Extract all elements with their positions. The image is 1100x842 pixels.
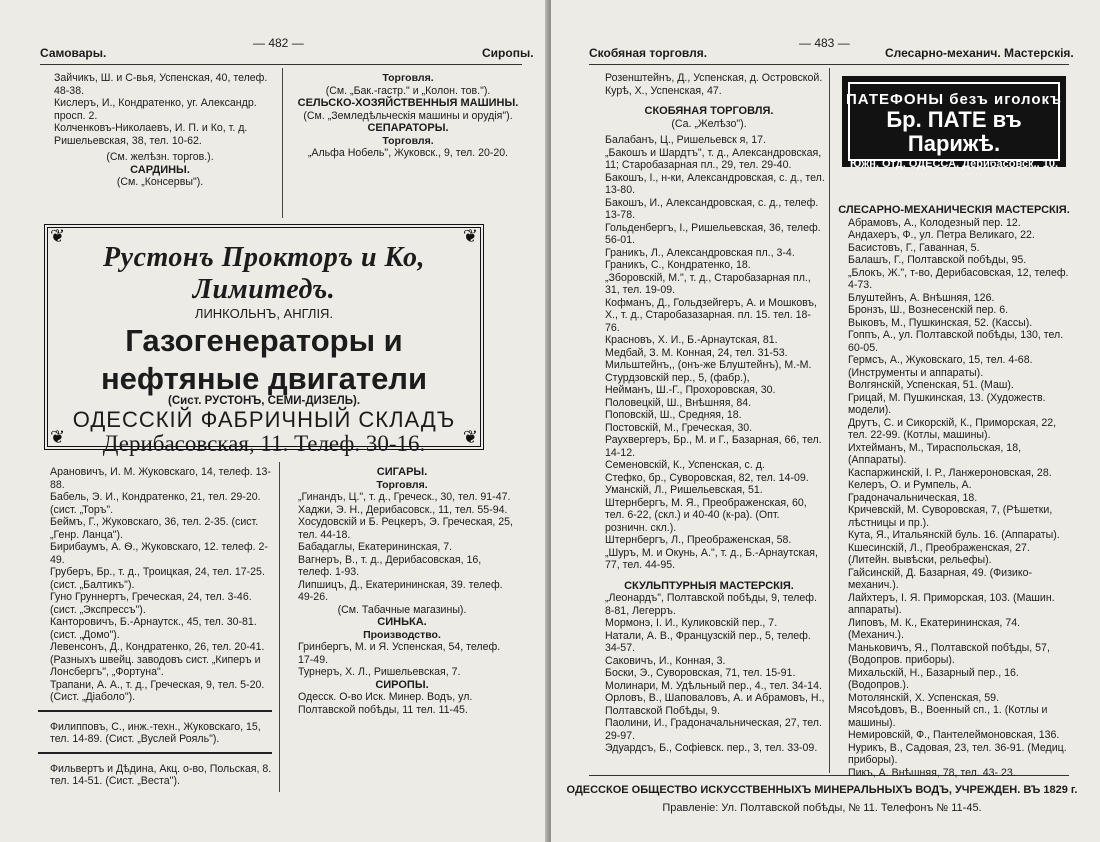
ad-product: Газогенераторы и [125,323,403,358]
listing-entry: Граникъ, Л., Александровская пл., 3-4. [605,246,795,259]
listing-entry: Каспаржинскій, І. Р., Ланжероновская, 28. [848,466,1052,479]
listing-entry: Орловъ, В., Шаповаловъ, А. и Абрамовъ, Н., Полтавской Побѣды, 9. [605,692,825,717]
listing-entry: Басистовъ, Г., Гаванная, 5. [848,241,980,254]
listing-entry: Стефко, бр., Суворовская, 82, тел. 14-09. [605,471,809,484]
listing-entry: Блуштейнъ, А. Внѣшняя, 126. [848,291,995,304]
cross-reference: (См. „Консервы"). [116,176,204,188]
listing-entry: Паолини, И., Градоначальническая, 27, тел. 29-97. [605,717,822,742]
column-1-top [42,72,278,189]
listing-entry: Нурикъ, В., Садовая, 23, тел. 36-91. (Медиц. приборы). [848,741,1067,766]
listing-entry: Нейманъ, Ш.-Г., Прохоровская, 30. [605,384,776,396]
pathe-advertisement [842,76,1066,170]
column-divider [279,462,280,792]
section-heading: СЕЛЬСКО-ХОЗЯЙСТВЕННЫЯ МАШИНЫ. [297,97,519,109]
listing-entry: Абрамовъ, А., Колодезный пер. 12. [848,216,1021,229]
listing-entry: Грицай, М. Пушкинская, 13. (Художеств. модели). [848,391,1046,416]
listing-entry: Бабадаглы, Екатерининская, 7. [298,541,453,553]
listing-entry: Вагнеръ, В., т. д., Дерибасовская, 16, телеф. 1-93. [298,553,482,578]
listing-entry: Хаджи, Э. Н., Дерибасовск., 11, тел. 55-94. [298,503,508,516]
listing-entry: Кислеръ, И., Кондратенко, уг. Александр. просп. 2. [54,97,257,122]
header-rule [589,64,1069,65]
listing-entry: Уманскій, Л., Ришельевская, 51. [605,484,763,496]
listing-entry: Красновъ, Х. И., Б.-Арнаутская, 81. [605,334,778,346]
listing-entry: Бакошъ, І., н-ки, Александровская, с. д., тел. 13-80. [605,171,825,196]
listing-entry: Боски, Э., Суворовская, 71, тел. 15-91. [605,667,796,679]
ornament-icon: ❦ [462,226,478,246]
ad-product: ПАТЕФОНЫ безъ иголокъ [846,91,1062,108]
listing-entry: Филипповъ, С., инж.-техн., Жуковскаго, 15, тел. 14-89. (Сист. „Вуслей Рояль"). [50,720,261,745]
section-heading: СЛЕСАРНО-МЕХАНИЧЕСКІЯ МАСТЕРСКІЯ. [838,204,1070,216]
right-column-1 [593,72,825,755]
listing-entry: Штернбергъ, М. Я., Преображенская, 60, тел. 6-22, (скл.) и 40-40 (к-ра). (Опт. розничн. скл.). [605,496,807,534]
listing-entry: Кричевскій, М. Суворовская, 7, (Рѣшетки, лѣстницы и пр.). [848,504,1053,529]
listing-entry: „Леонардъ", Полтавской побѣды, 9, телеф. 8-81, Легерръ. [605,592,817,617]
listing-entry: Зайчикъ, Ш. и С-вья, Успенская, 40, телеф. 48-38. [54,72,268,97]
listing-entry: Беймъ, Г., Жуковскаго, 36, тел. 2-35. (сист. „Генр. Ланца"). [50,516,259,541]
listing-entry: Лайхтеръ, І. Я. Приморская, 103. (Машин. аппараты). [848,591,1055,616]
ad-product: нефтяные двигатели [100,361,428,396]
listing-entry: Раухвергеръ, Бр., М. и Г., Базарная, 66, тел. 14-12. [605,434,822,459]
section-heading: СИГАРЫ. [376,466,428,478]
listing-entry: Гуно Груннертъ, Греческая, 24, тел. 3-46. (сист. „Экспрессъ"). [50,591,252,616]
running-header-left: Скобяная торговля. [589,46,708,60]
subsection-heading: Производство. [363,628,441,641]
listing-entry: Кофманъ, Д., Гольдзейгеръ, А. и Мошковъ, Х., т. д., Старобазазарная. пл. 15. тел. 18-76. [605,296,817,334]
column-2-top [290,72,526,160]
listing-entry: Балашъ, Г., Полтавской побѣды, 95. [848,254,1027,266]
right-column-2 [836,204,1072,779]
listing-entry: Медбай, З. М. Конная, 24, тел. 31-53. [605,346,788,359]
section-heading: СКОБЯНАЯ ТОРГОВЛЯ. [644,105,774,117]
listing-entry: „Бакошъ и Шардтъ", т. д., Александровская, 11; Старобазарная пл., 29, тел. 29-40. [605,146,822,171]
listing-entry: „Шуръ, М. и Окунь, А.", т. д., Б.-Арнаутская, 77, тел. 44-95. [605,546,818,571]
ad-company-name: Рустонъ Прокторъ и Ко, Лимитедъ. [103,242,425,305]
listing-entry: Андахеръ, Ф., ул. Петра Великаго, 22. [848,229,1035,241]
listing-entry: Одесск. О-во Иск. Минер. Водъ, ул. Полтавской побѣды, 11 тел. 11-45. [298,691,473,716]
listing-entry: Арановичъ, И. М. Жуковскаго, 14, телеф. 13-88. [50,466,271,491]
divider-rule [38,752,272,757]
listing-entry: Колченковъ-Николаевъ, И. П. и Ко, т. д. Ришельевская, 38, тел. 10-62. [54,122,248,147]
listing-entry: Бирибаумъ, А. Ѳ., Жуковскаго, 12. телеф. 2-49. [50,541,268,566]
column-1-bottom [38,466,272,788]
listing-entry: Михальскій, Н., Базарный пер., 16. (Водопров.). [848,666,1019,691]
running-header-left: Самовары. [40,46,107,60]
listing-entry: Штернбергъ, Л., Преображенская, 58. [605,534,792,546]
listing-entry: Липшицъ, Д., Екатерининская, 39. телеф. 49-26. [298,578,503,603]
divider-rule [38,710,272,715]
cross-reference: (См. желѣзн. торгов.). [106,151,214,163]
listing-entry: Гринбергъ, М. и Я. Успенская, 54, телеф. 17-49. [298,641,501,666]
ad-address: Южн. Отд. ОДЕССА, Дерибасовск., 10. [849,158,1059,170]
page-number: — 483 — [799,36,850,50]
listing-entry: Левенсонъ, Д., Кондратенко, 26, тел. 20-41. (Разныхъ швейц. заводовъ сист. „Киперъ и Лонсбергъ", „Фортуна". [50,641,265,678]
ad-system: (Сист. РУСТОНЪ, СЕМИ-ДИЗЕЛЬ). [167,395,361,407]
listing-entry: Бабель, Э. И., Кондратенко, 21, тел. 29-20. (сист. „Торъ". [50,491,261,516]
listing-entry: Гермсъ, А., Жуковскаго, 15, тел. 4-68. (Инструменты и аппараты). [848,354,1033,379]
ruston-advertisement [44,224,484,456]
listing-entry: Курѣ, Х., Успенская, 47. [605,84,722,97]
cross-reference: (Са. „Желѣзо"). [671,117,747,130]
listing-entry: Граникъ, С., Кондратенко, 18. [605,259,751,271]
ornament-icon: ❦ [50,427,66,447]
listing-entry: Волгянскій, Успенская, 51. (Маш). [848,379,1014,391]
listing-entry: „Альфа Нобель", Жуковск., 9, тел. 20-20. [307,147,509,159]
page-482 [0,0,549,842]
listing-entry: Мясоѣдовъ, В., Военный сп., 1. (Котлы и машины). [848,704,1048,729]
listing-entry: Келеръ, О. и Румпель, А. Градоначальническая, 18. [848,479,978,504]
ornament-icon: ❦ [462,427,478,447]
listing-entry: Балабанъ, Ц., Ришельевск я, 17. [605,134,767,146]
listing-entry: „Блокъ, Ж.", т-во, Дерибасовская, 12, телеф. 4-73. [848,266,1069,291]
listing-entry: Фильвертъ и Дѣдина, Акц. о-во, Польская, 8. тел. 14-51. (Сист. „Веста"). [50,762,272,787]
section-heading: СЕПАРАТОРЫ. [367,122,449,134]
ad-company-name: Бр. ПАТЕ въ Парижѣ. [886,107,1022,156]
running-header-right: Сиропы. [482,46,534,60]
listing-entry: „Гинандъ, Ц.", т. д., Греческ., 30, тел. 91-47. [298,491,511,503]
listing-entry: Розенштейнъ, Д., Успенская, д. Островской. [605,72,823,84]
listing-entry: Молинари, М. Удѣльный пер., 4., тел. 34-14. [605,679,822,692]
listing-entry: Выковъ, М., Пушкинская, 52. (Кассы). [848,316,1033,329]
listing-entry: Пикъ, А. Внѣшняя, 78, тел. 43- 23. [848,766,1016,779]
listing-entry: Канторовичъ, Б.-Арнаутск., 45, тел. 30-81. (сист. „Домо"). [50,616,257,641]
listing-entry: Натали, А. В., Французскій пер., 5, телеф. 34-57. [605,629,811,654]
listing-entry: Мормонэ, І. И., Куликовскій пер., 7. [605,617,778,629]
listing-entry: Кшесинскій, Л., Преображенская, 27. (Литейн. вывѣски, рельефы). [848,541,1030,566]
listing-entry: Гайсинскій, Д. Базарная, 49. (Физико-механич.). [848,566,1033,591]
cross-reference: (См. „Земледѣльческія машины и орудія"). [303,109,513,122]
ad-location: ЛИНКОЛЬНЪ, АНГЛІЯ. [194,306,334,321]
running-header-right: Слесарно-механич. Мастерскія. [885,46,1074,60]
column-divider [282,68,283,218]
listing-entry: Бакошъ, И., Александровская, с. д., телеф. 13-78. [605,196,819,221]
subsection-heading: Торговля. [382,134,434,147]
listing-entry: Половецкій, Ш., Внѣшняя, 84. [605,396,752,409]
listing-entry: Ихтейманъ, М., Тираспольская, 18, (Аппараты). [848,441,1022,466]
listing-entry: „Зборовскій, М.", т. д., Старобазарная пл., 31, тел. 19-09. [605,271,811,296]
listing-entry: Друтъ, С. и Сикорскій, К., Приморская, 22, тел. 22-99. (Котлы, машины). [848,416,1057,441]
page-number: — 482 — [253,36,304,50]
header-rule [40,64,522,65]
section-heading: СИНЬКА. [377,616,427,628]
section-heading: СКУЛЬПТУРНЫЯ МАСТЕРСКІЯ. [624,579,794,592]
column-2-bottom [286,466,518,716]
section-heading: САРДИНЫ. [130,163,190,176]
cross-reference: (См. „Бак.-гастр." и „Колон. тов."). [325,84,491,97]
section-heading: СИРОПЫ. [375,678,429,691]
footer-advertisement-line-2: Правленіе: Ул. Полтавской побѣды, № 11. Телефонъ № 11-45. [662,802,982,814]
listing-entry: Груберъ, Бр., т. д., Троицкая, 24, тел. 17-25. (сист. „Балтикъ"). [50,566,265,591]
listing-entry: Эдуардсъ, Б., Софіевск. пер., 3, тел. 33-09. [605,742,818,754]
listing-entry: Постовскій, М., Греческая, 30. [605,421,753,434]
listing-entry: Мильштейнъ,, (онъ-же Блуштейнъ), М.-М. Стурдзовскій пер., 5, (фабр.), [605,359,812,384]
listing-entry: Мотолянскій, Х. Успенская, 59. [848,691,1000,704]
listing-entry: Семеновскій, К., Успенская, с. д. [605,459,765,471]
listing-entry: Кута, Я., Итальянскій буль. 16. (Аппараты). [848,529,1060,541]
listing-entry: Немировскій, Ф., Пантелеймоновская, 136. [848,729,1060,741]
listing-entry: Турнеръ, Х. Л., Ришельевская, 7. [298,666,461,678]
listing-entry: Трапани, А. А., т. д., Греческая, 9, тел. 5-20. (Сист. „Діаболо"). [50,678,265,703]
listing-entry: Маньковичъ, Я., Полтавской побѣды, 57, (Водопров. приборы). [848,641,1050,666]
listing-entry: Гольденбергъ, І., Ришельевская, 36, телеф. 56-01. [605,221,821,246]
listing-entry: Гоппъ, А., ул. Полтавской побѣды, 130, тел. 60-05. [848,329,1064,354]
listing-entry: Бронзъ, Ш., Вознесенскій пер. 6. [848,304,1009,316]
subsection-heading: Торговля. [376,478,428,491]
listing-entry: Липовъ, М. К., Екатерининская, 74. (Механич.). [848,616,1021,641]
ad-address: Дерибасовская, 11. Телеф. 30-16. [102,431,426,456]
subsection-heading: Торговля. [382,72,434,84]
footer-advertisement-line-1: ОДЕССКОЕ ОБЩЕСТВО ИСКУССТВЕННЫХЪ МИНЕРАЛЬНЫХЪ ВОДЪ, УЧРЕЖДЕН. ВЪ 1829 г. [566,784,1078,796]
cross-reference: (См. Табачные магазины). [337,603,467,616]
listing-entry: Саковичъ, И., Конная, 3. [605,654,726,667]
column-divider [829,68,830,773]
listing-entry: Хосудовскій и Б. Рецкеръ, Э. Греческая, 25, тел. 44-18. [298,516,514,541]
ornament-icon: ❦ [50,226,66,246]
ad-warehouse: ОДЕССКІЙ ФАБРИЧНЫЙ СКЛАДЪ [72,407,456,432]
listing-entry: Поповскій, Ш., Средняя, 18. [605,409,742,421]
